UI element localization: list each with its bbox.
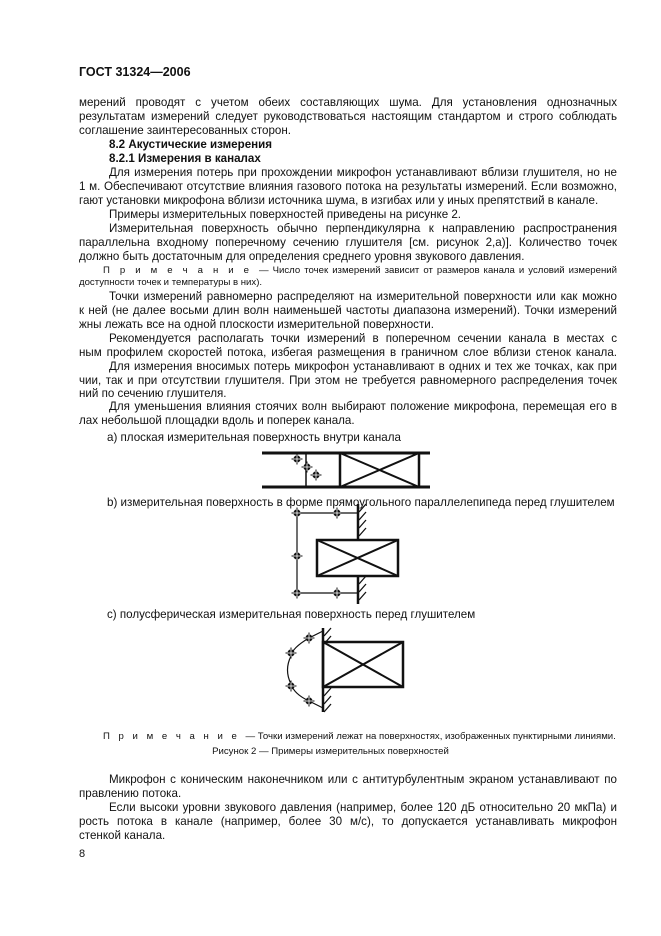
text-line: результатам измерений следует руководствоваться настоящим стандартом и строго соблюдать (79, 110, 617, 123)
text-line: 1 м. Обеспечивают отсутствие влияния газового потока на результаты измерений. Если возможно, (79, 180, 617, 193)
note-line: П р и м е ч а н и е — Число точек измерений зависит от размеров канала и условий измерений (103, 265, 617, 276)
text-line: Микрофон с коническим наконечником или с антитурбулентным экраном устанавливают по (109, 773, 617, 786)
text-line: лах небольшой площадки вдоль и поперек канала. (79, 414, 355, 427)
text-line: чии, так и при отсутствии глушителя. При этом не требуется равномерного распределения точек (79, 374, 617, 387)
text-line: гают установки микрофона вблизи источника шума, в изгибах или у иных препятствий в канале. (79, 194, 599, 207)
text-line: с) полусферическая измерительная поверхность перед глушителем (107, 608, 476, 621)
text-line: Измерительная поверхность обычно перпендикулярна к направлению распространения (109, 222, 617, 235)
text-line: жны лежать все на одной плоскости измерительной поверхности. (79, 318, 434, 331)
text-line: рость потока в канале (например, более 30 м/с), то допускается устанавливать микрофон (79, 815, 617, 828)
text-line: к ней (не далее восьми длин волн наименьшей частоты диапазона измерений). Точки измерений (79, 304, 617, 317)
text-line: должно быть достаточным для определения среднего уровня звукового давления. (79, 250, 525, 263)
text-line: а) плоская измерительная поверхность внутри канала (107, 431, 401, 444)
text-line: b) измерительная поверхность в форме прямоугольного параллелепипеда перед глушителем (107, 496, 615, 509)
document-header: ГОСТ 31324—2006 (79, 65, 191, 79)
section-heading: 8.2.1 Измерения в каналах (109, 152, 261, 165)
text-line: стенкой канала. (79, 829, 166, 842)
note-line: П р и м е ч а н и е — Точки измерений лежат на поверхностях, изображенных пунктирными линиями. (103, 731, 616, 742)
text-line: ным профилем скоростей потока, избегая размещения в граничном слое вблизи стенок канала. (79, 346, 617, 359)
text-line: соглашение заинтересованных сторон. (79, 124, 291, 137)
text-line: Если высоки уровни звукового давления (например, более 120 дБ относительно 20 мкПа) и (109, 801, 617, 814)
text-line: правлению потока. (79, 787, 182, 800)
note-label: П р и м е ч а н и е (103, 265, 260, 276)
figure-c-hemisphere-surface (286, 628, 404, 712)
text-line: Рекомендуется располагать точки измерений в поперечном сечении канала в местах с (109, 332, 617, 345)
note-label: П р и м е ч а н и е (103, 731, 246, 742)
text-line: Для измерения потерь при прохождении микрофон устанавливают вблизи глушителя, но не (109, 166, 617, 179)
text-line: ний по сечению глушителя. (79, 387, 227, 400)
text-line: доступности точек и температуры в них). (79, 277, 263, 288)
text-line: Точки измерений равномерно распределяют на измерительной поверхности или как можно (109, 290, 617, 303)
figure-a-channel (262, 453, 430, 487)
page-number: 8 (79, 848, 86, 860)
text-line: Для измерения вносимых потерь микрофон устанавливают в одних и тех же точках, как при (109, 360, 617, 373)
text-line: параллельна входному поперечному сечению глушителя [см. рисунок 2,а)]. Количество точек (79, 236, 617, 249)
text-line: Примеры измерительных поверхностей приведены на рисунке 2. (109, 208, 462, 221)
text-line: мерений проводят с учетом обеих составляющих шума. Для установления однозначных (79, 96, 617, 109)
figure-caption: Рисунок 2 — Примеры измерительных поверхностей (212, 746, 449, 757)
text-line: Для уменьшения влияния стоячих волн выбирают положение микрофона, перемещая его в (109, 400, 617, 413)
figure-b-box-surface (292, 504, 399, 604)
section-heading: 8.2 Акустические измерения (109, 138, 273, 151)
